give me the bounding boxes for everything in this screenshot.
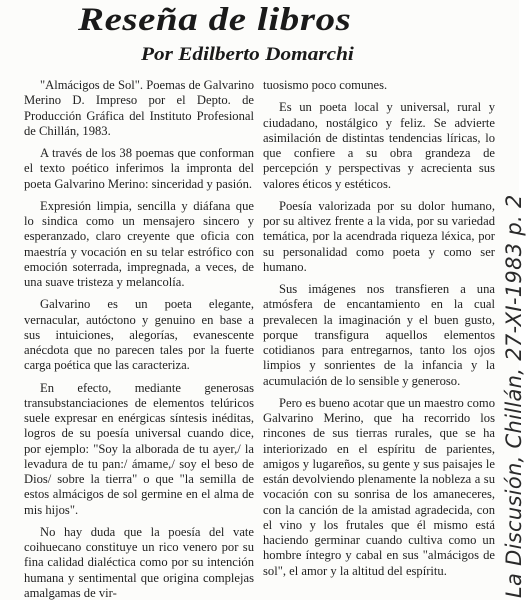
paragraph-intro: A través de los 38 poemas que conforman el texto poético inferimos la impronta del poeta Galvarino Merino: sinceridad y pasión. [24, 146, 254, 191]
paragraph-vate: No hay duda que la poesía del vate coihuecano constituye un rico venero por su fina calidad dialéctica como por su intención humana y sentimental que origina complejas amalgamas de vir- [24, 524, 254, 600]
paragraph-expression: Expresión limpia, sencilla y diáfana que lo sindica como un mensajero sincero y esperanzado, claro creyente que oficia con maestría y vocación en su telar estrófico con emoción soterrada, impregnada, a veces, de una suave tristeza y melancolía. [24, 198, 254, 289]
paragraph-images: Sus imágenes nos transfieren a una atmósfera de encantamiento en la cual prevalecen la imaginación y el buen gusto, porque transfigura aquellos elementos cotidianos para entregarnos, tanto los ojos limpios y sonrientes de la infancia y la acumulación de lo sensible y generoso. [263, 282, 495, 388]
paragraph-local-universal: Es un poeta local y universal, rural y ciudadano, nostálgico y feliz. Se advierte asimilación de distintas tendencias líricas, lo que confiere a su obra grandeza de percepción y perspectivas y acrecienta sus valores éticos y estéticos. [263, 100, 495, 191]
right-column [263, 78, 495, 586]
article-title: Reseña de libros [78, 2, 352, 38]
paragraph-conclusion: Pero es bueno acotar que un maestro como Galvarino Merino, que ha recorrido los rincones de sus tierras rurales, que se ha interiorizado en el espíritu de parientes, amigos y lugareños, su gente y sus paisajes le están devolviendo plenamente la nobleza a su vocación con su sonrisa de los amaneceres, con la canción de la amistad agradecida, con el vino y los frutales que él mismo está haciendo germinar cuando cultiva como un hombre íntegro y cabal en sus "almácigos de sol", el amor y la altitud del espíritu. [263, 395, 495, 578]
paragraph-valorized: Poesía valorizada por su dolor humano, por su altivez frente a la vida, por su variedad temática, por la acendrada riqueza léxica, por su personalidad como poeta y como ser humano. [263, 198, 495, 274]
paragraph-continuation: tuosismo poco comunes. [263, 78, 388, 92]
article-byline: Por Edilberto Domarchi [141, 44, 354, 65]
left-column [24, 78, 254, 608]
paragraph-quotes: En efecto, mediante generosas transubstanciaciones de elementos telúricos suele expresar en enérgicas síntesis inéditas, logros de su poesía universal cuando dice, por ejemplo: "Soy la alborada de tu ayer,/ la levadura de tu pan:/ ámame,/ soy el beso de Dios/ sobre la tierra" o que "la semilla de estos almácigos de sol germine en el alma de mis hijos". [24, 380, 254, 517]
paragraph-book-reference: "Almácigos de Sol". Poemas de Galvarino Merino D. Impreso por el Depto. de Producción Gráfica del Instituto Profesional de Chillán, 1983. [24, 78, 254, 138]
paragraph-elegant-poet: Galvarino es un poeta elegante, vernacular, autóctono y genuino en base a sus intuiciones, alegorías, evanescente anécdota que no parecen tales por la fuerte carga poética que las caracteriza. [24, 297, 254, 373]
handwritten-source-note: La Discusión, Chillán, 27-XI-1983 p. 2 [502, 194, 526, 598]
